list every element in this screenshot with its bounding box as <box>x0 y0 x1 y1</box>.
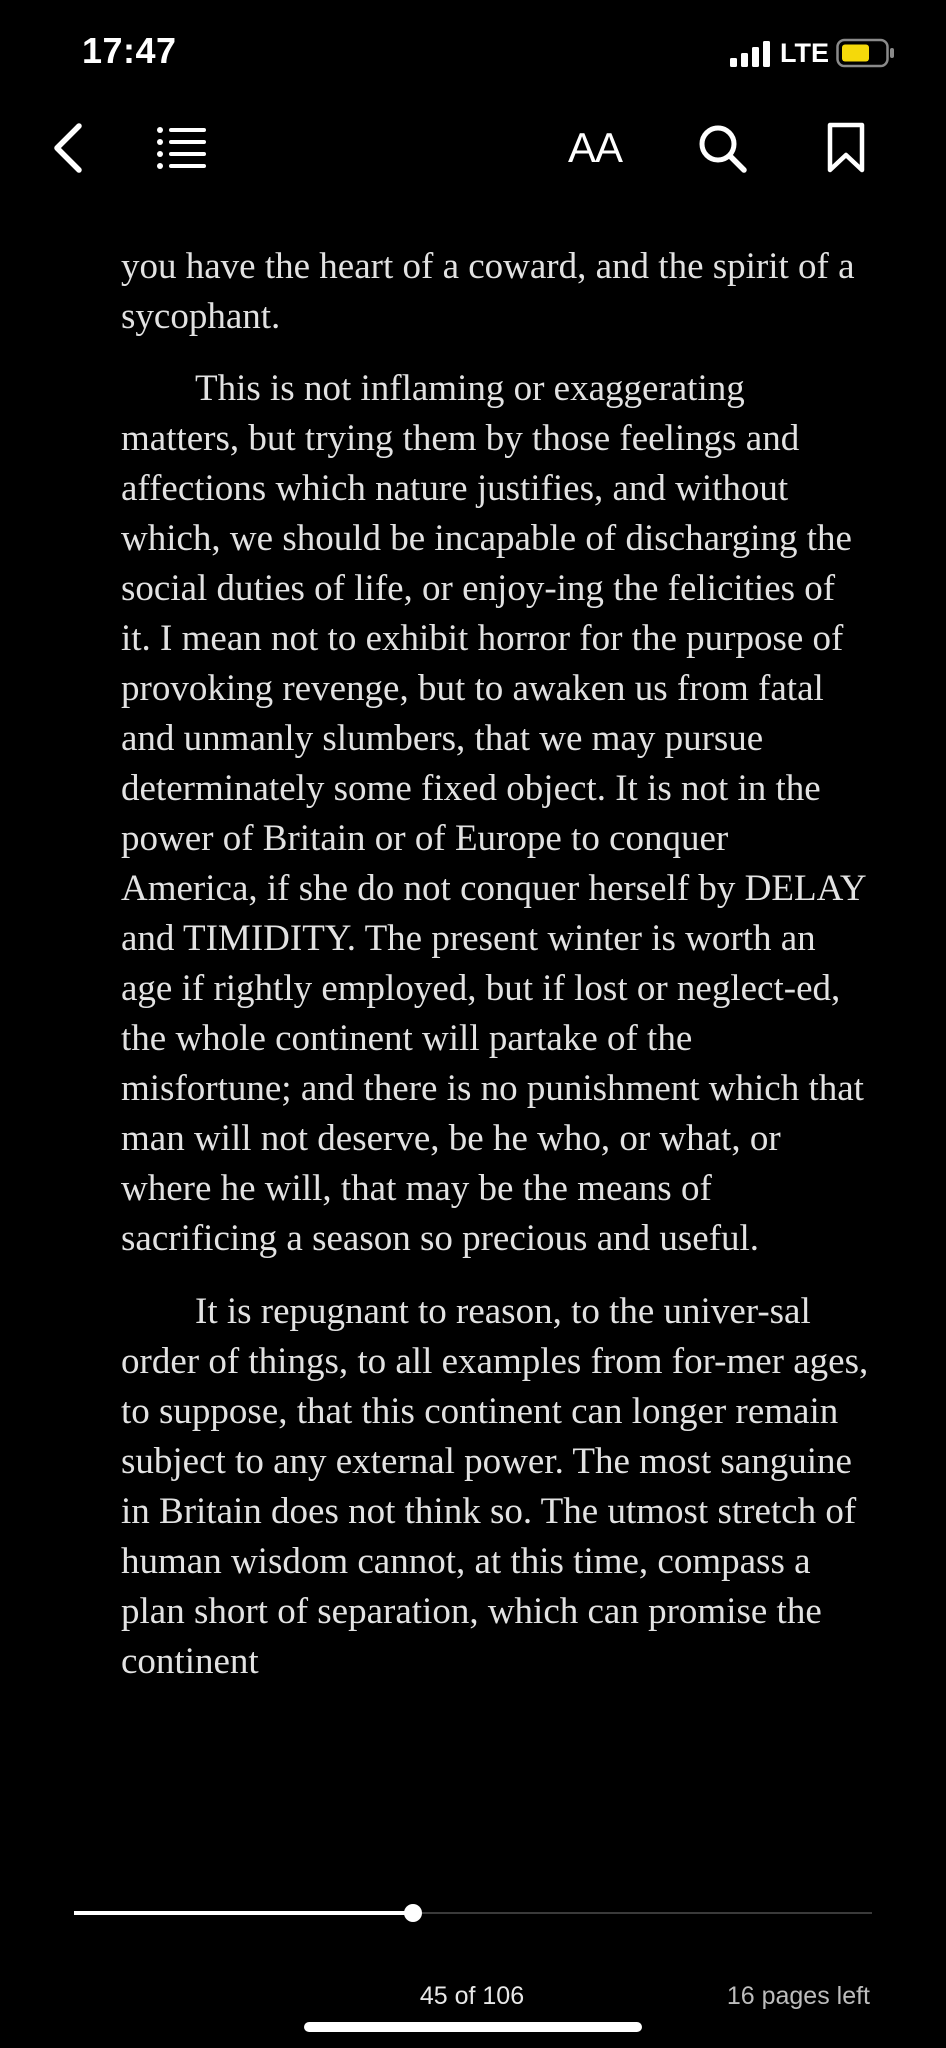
book-page-text <box>121 242 869 1710</box>
font-settings-label: AA <box>567 124 623 171</box>
bookmark-icon <box>826 122 866 174</box>
book-paragraph: This is not inflaming or exaggerating matters, but trying them by those feelings and affections which nature justifies, and without which, we should be incapable of discharging the social duties of life, or enjoy-ing the felicities of it. I mean not to exhibit horror for the purpose of provoking revenge, but to awaken us from fatal and unmanly slumbers, that we may pursue determinately some fixed object. It is not in the power of Britain or of Europe to conquer America, if she do not conquer herself by DELAY and TIMIDITY. The present winter is worth an age if rightly employed, but if lost or neglect-ed, the whole continent will partake of the misfortune; and there is no punishment which that man will not deserve, be he who, or what, or where he will, that may be the means of sacrificing a season so precious and useful. <box>121 368 866 1259</box>
book-paragraph: It is repugnant to reason, to the univer-sal order of things, to all examples from for-mer ages, to suppose, that this continent can longer remain subject to any external power. The most sanguine in Britain does not think so. The utmost stretch of human wisdom cannot, at this time, compass a plan short of separation, which can promise the continent <box>121 1291 869 1682</box>
page-indicator: 45 of 106 <box>419 1982 525 2010</box>
book-paragraph: you have the heart of a coward, and the spirit of a sycophant. <box>121 246 855 337</box>
font-settings-button[interactable] <box>555 114 635 182</box>
battery-icon <box>836 38 896 68</box>
page-progress-fill <box>74 1911 413 1915</box>
chevron-left-icon <box>51 122 85 174</box>
back-button[interactable] <box>40 116 96 180</box>
search-button[interactable] <box>690 116 754 180</box>
list-icon <box>156 125 208 171</box>
signal-bars-icon <box>728 40 780 68</box>
reader-toolbar <box>0 110 946 190</box>
table-of-contents-button[interactable] <box>150 116 214 180</box>
status-bar <box>0 0 946 110</box>
search-icon <box>696 122 748 174</box>
status-time: 17:47 <box>82 30 177 71</box>
page-progress-thumb[interactable] <box>404 1904 422 1922</box>
pages-left-label: 16 pages left <box>726 1982 870 2010</box>
bookmark-button[interactable] <box>818 116 874 180</box>
network-label: LTE <box>780 38 829 68</box>
home-indicator[interactable] <box>304 2022 642 2032</box>
